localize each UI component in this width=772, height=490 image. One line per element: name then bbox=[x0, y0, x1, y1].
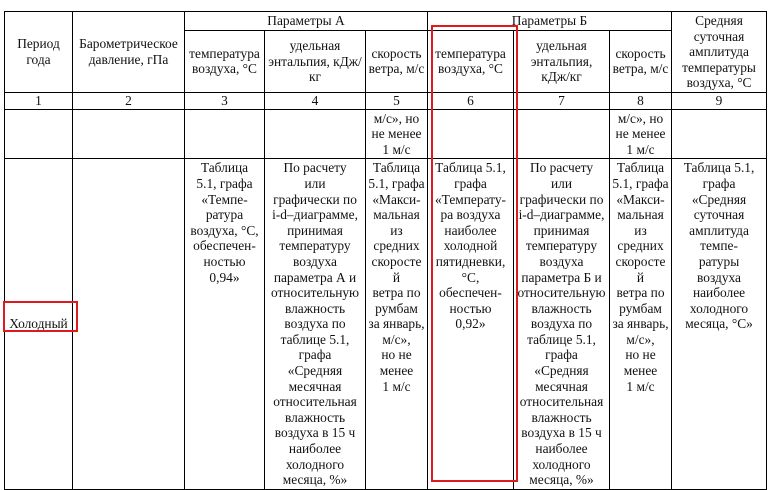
col-num-2: 2 bbox=[73, 92, 185, 109]
col-num-8: 8 bbox=[610, 92, 672, 109]
col-num-5: 5 bbox=[366, 92, 428, 109]
header-a-enthalpy-text: удельная энтальпия, кДж/кг bbox=[268, 37, 362, 85]
header-b-wind bbox=[610, 30, 672, 92]
header-pressure bbox=[73, 12, 185, 93]
cold-period bbox=[5, 159, 73, 489]
col-num-4: 4 bbox=[265, 92, 366, 109]
cont-period bbox=[5, 109, 73, 159]
cold-daily-amplitude: Таблица 5.1, графа «Средняя суточная амплитуда темпе- ратуры воздуха наиболее холодного месяца, °С» bbox=[672, 159, 767, 489]
cold-a-enthalpy: По расчету или графически по i-d–диаграмме, принимая температуру воздуха параметра А и относительную влажность воздуха по таблице 5.1, графа «Средняя месячная относительная влажность воздуха в 15 ч наиболее холодного месяца, %» bbox=[265, 159, 366, 489]
header-group-b bbox=[428, 12, 672, 31]
header-a-temperature-text: температура воздуха, °С bbox=[189, 45, 260, 77]
cold-a-wind: Таблица 5.1, графа «Макси- мальная из средних скоростей ветра по румбам за январь, м/с», но не менее 1 м/с bbox=[366, 159, 428, 489]
header-a-enthalpy bbox=[265, 30, 366, 92]
climate-parameters-table bbox=[4, 11, 767, 490]
header-daily-amplitude-text: Средняя суточная амплитуда температуры воздуха, °С bbox=[682, 13, 756, 91]
header-a-wind bbox=[366, 30, 428, 92]
cont-a-enthalpy bbox=[265, 109, 366, 159]
header-a-wind-text: скорость ветра, м/с bbox=[368, 45, 425, 77]
col-num-7: 7 bbox=[514, 92, 610, 109]
header-group-a bbox=[185, 12, 428, 31]
header-daily-amplitude bbox=[672, 12, 767, 93]
cold-pressure bbox=[73, 159, 185, 489]
header-period bbox=[5, 12, 73, 93]
col-num-9: 9 bbox=[672, 92, 767, 109]
header-b-temperature-text: температура воздуха, °С bbox=[435, 45, 506, 77]
header-b-enthalpy bbox=[514, 30, 610, 92]
header-pressure-text: Барометрическое давление, гПа bbox=[79, 36, 178, 67]
header-group-b-text: Параметры Б bbox=[511, 13, 588, 28]
cold-b-temperature: Таблица 5.1, графа «Температу- ра воздуха наиболее холодной пятидневки, °С, обеспечен- ностью 0,92» bbox=[428, 159, 514, 489]
cont-pressure bbox=[73, 109, 185, 159]
cont-a-temperature bbox=[185, 109, 265, 159]
continuation-row bbox=[5, 109, 767, 159]
cold-b-enthalpy: По расчету или графически по i-d–диаграмме, принимая температуру воздуха параметра Б и относительную влажность воздуха по таблице 5.1, графа «Средняя месячная относительная влажность воздуха в 15 ч наиболее холодного месяца, %» bbox=[514, 159, 610, 489]
cont-b-wind: м/с», но не менее 1 м/с bbox=[610, 109, 672, 159]
header-b-wind-text: скорость ветра, м/с bbox=[612, 45, 669, 77]
cont-b-enthalpy bbox=[514, 109, 610, 159]
column-numbers-row bbox=[5, 92, 767, 109]
cold-b-wind: Таблица 5.1, графа «Макси- мальная из средних скоростей ветра по румбам за январь, м/с», но не менее 1 м/с bbox=[610, 159, 672, 489]
cont-a-wind: м/с», но не менее 1 м/с bbox=[366, 109, 428, 159]
cont-daily-amplitude bbox=[672, 109, 767, 159]
header-a-temperature bbox=[185, 30, 265, 92]
cold-a-temperature: Таблица 5.1, графа «Темпе- ратура воздуха, °С, обеспечен- ностью 0,94» bbox=[185, 159, 265, 489]
header-row-groups bbox=[5, 12, 767, 31]
col-num-3: 3 bbox=[185, 92, 265, 109]
cont-b-temperature bbox=[428, 109, 514, 159]
header-b-enthalpy-text: удельная энтальпия, кДж/кг bbox=[530, 37, 593, 85]
col-num-1: 1 bbox=[5, 92, 73, 109]
cold-season-row bbox=[5, 159, 767, 489]
header-group-a-text: Параметры А bbox=[267, 13, 345, 28]
header-period-text: Период года bbox=[17, 36, 60, 67]
cold-period-text: Холодный bbox=[9, 316, 68, 332]
header-b-temperature bbox=[428, 30, 514, 92]
col-num-6: 6 bbox=[428, 92, 514, 109]
